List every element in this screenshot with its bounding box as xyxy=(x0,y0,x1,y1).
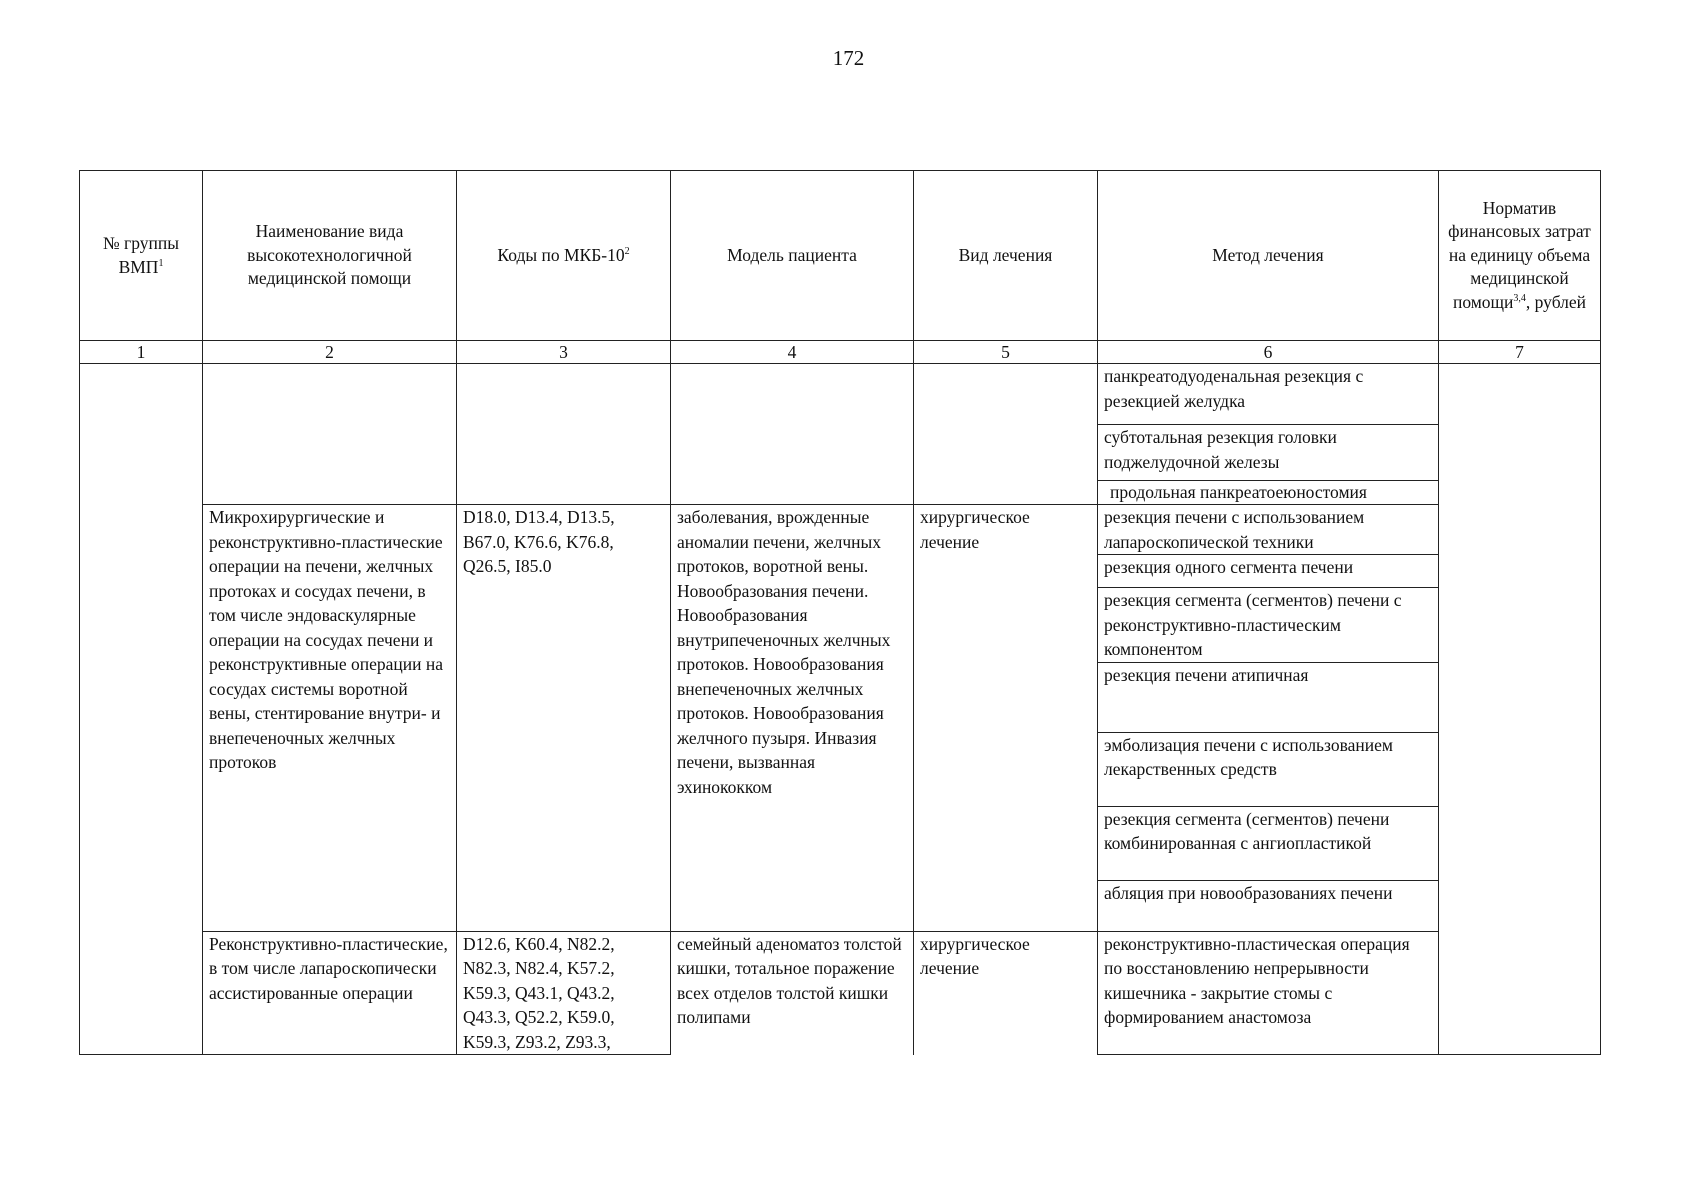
treatment-method-cell: субтотальная резекция головки поджелудочной железы xyxy=(1098,425,1439,481)
header-cost-norm: Норматив финансовых затрат на единицу объема медицинской помощи$^{3,4}$, рублей xyxy=(1439,171,1601,341)
header-treatment-method: Метод лечения xyxy=(1098,171,1439,341)
treatment-type-cell: хирургическое лечение xyxy=(914,505,1098,932)
header-vmp-name: Наименование вида высокотехнологичной медицинской помощи xyxy=(203,171,457,341)
treatment-method-cell: панкреатодуоденальная резекция с резекцией желудка xyxy=(1098,364,1439,425)
treatment-method-cell: резекция одного сегмента печени xyxy=(1098,555,1439,588)
vmp-name-cell: Микрохирургические и реконструктивно-пластические операции на печени, желчных протоках и сосудах печени, в том числе эндоваскулярные операции на сосудах печени и реконструктивные операции на сосудах системы воротной вены, стентирование внутри- и внепеченочных желчных протоков xyxy=(203,505,457,932)
column-number: 2 xyxy=(203,341,457,364)
icd-codes-cell: D18.0, D13.4, D13.5, B67.0, K76.6, K76.8, Q26.5, I85.0 xyxy=(457,505,671,932)
table-row xyxy=(80,931,1601,1055)
icd-codes-cell xyxy=(457,364,671,505)
column-number: 7 xyxy=(1439,341,1601,364)
header-patient-model: Модель пациента xyxy=(671,171,914,341)
page-number: 172 xyxy=(832,46,865,70)
column-number: 4 xyxy=(671,341,914,364)
treatment-method-cell: резекция печени с использованием лапароскопической техники xyxy=(1098,505,1439,555)
patient-model-cell: заболевания, врожденные аномалии печени, желчных протоков, воротной вены. Новообразования печени. Новообразования внутрипеченочных желчных протоков. Новообразования внепеченочных желчных протоков. Новообразования желчного пузыря. Инвазия печени, вызванная эхинококком xyxy=(671,505,914,932)
treatment-method-cell: резекция сегмента (сегментов) печени комбинированная с ангиопластикой xyxy=(1098,806,1439,880)
icd-codes-cell: D12.6, K60.4, N82.2, N82.3, N82.4, K57.2, K59.3, Q43.1, Q43.2, Q43.3, Q52.2, K59.0, K59.3, Z93.2, Z93.3, xyxy=(457,931,671,1055)
treatment-method-cell: эмболизация печени с использованием лекарственных средств xyxy=(1098,732,1439,806)
treatment-method-cell: резекция сегмента (сегментов) печени с реконструктивно-пластическим компонентом xyxy=(1098,588,1439,663)
treatment-method-cell: абляция при новообразованиях печени xyxy=(1098,880,1439,931)
column-number-row xyxy=(80,341,1601,364)
vmp-table-container xyxy=(79,170,1601,1055)
treatment-type-cell: хирургическое лечение xyxy=(914,931,1098,1055)
column-number: 3 xyxy=(457,341,671,364)
cost-norm-cell xyxy=(1439,364,1601,1055)
vmp-table xyxy=(79,170,1601,1055)
column-number: 5 xyxy=(914,341,1098,364)
group-number-cell xyxy=(80,364,203,1055)
table-row xyxy=(80,505,1601,555)
table-header-row xyxy=(80,171,1601,341)
header-treatment-type: Вид лечения xyxy=(914,171,1098,341)
header-group-number: № группы ВМП$^1$ xyxy=(80,171,203,341)
vmp-name-cell xyxy=(203,364,457,505)
patient-model-cell xyxy=(671,364,914,505)
treatment-method-cell: реконструктивно-пластическая операция по восстановлению непрерывности кишечника - закрытие стомы с формированием анастомоза xyxy=(1098,931,1439,1055)
column-number: 6 xyxy=(1098,341,1439,364)
header-icd-codes: Коды по МКБ-$10^2$ xyxy=(457,171,671,341)
vmp-name-cell: Реконструктивно-пластические, в том числе лапароскопически ассистированные операции xyxy=(203,931,457,1055)
treatment-method-cell: продольная панкреатоеюностомия xyxy=(1098,481,1439,505)
treatment-type-cell xyxy=(914,364,1098,505)
column-number: 1 xyxy=(80,341,203,364)
patient-model-cell: семейный аденоматоз толстой кишки, тотальное поражение всех отделов толстой кишки полипами xyxy=(671,931,914,1055)
treatment-method-cell: резекция печени атипичная xyxy=(1098,662,1439,732)
table-row xyxy=(80,364,1601,425)
